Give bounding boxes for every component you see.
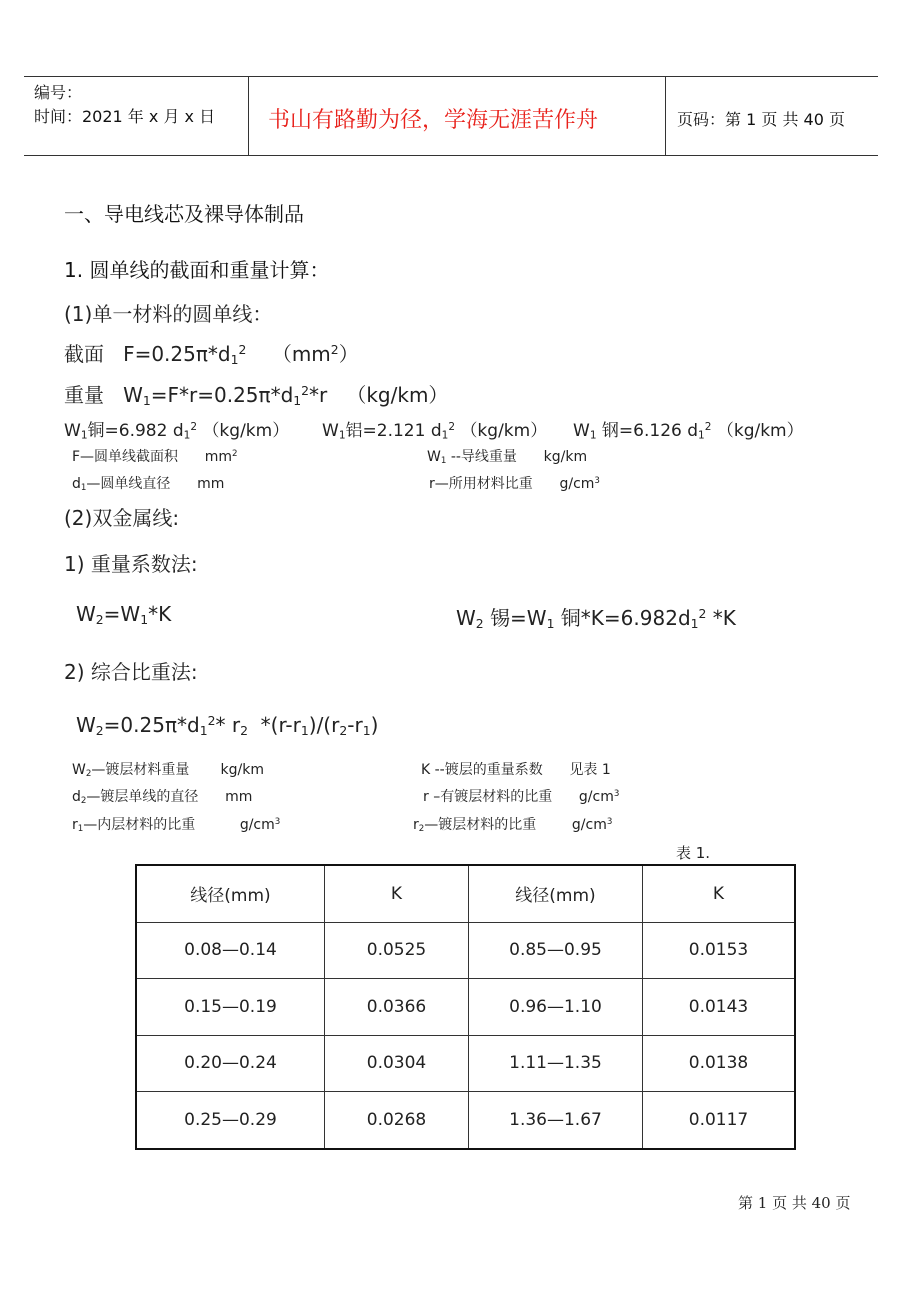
subsection-title: 1. 圆单线的截面和重量计算： [64, 258, 330, 282]
table-cell: 1.36—1.67 [469, 1092, 643, 1149]
table-header-cell: 线径(mm) [469, 865, 643, 922]
table-row [136, 922, 795, 979]
table-cell: 0.0117 [643, 1092, 796, 1149]
legend-density: r—所用材料比重 $g/cm^3$ [429, 476, 600, 492]
w2-formula-left: $W_2=W_1*K$ [76, 602, 172, 628]
table-caption: 表 1. [676, 844, 711, 862]
table-row [136, 979, 795, 1036]
case-1-heading: (1)单一材料的圆单线： [64, 302, 273, 326]
header-number-label: 编号： [34, 83, 83, 102]
table-cell: 0.0143 [643, 979, 796, 1036]
table-cell: 0.0304 [325, 1035, 469, 1092]
table-cell: 0.0153 [643, 922, 796, 979]
table-cell: 0.15—0.19 [136, 979, 325, 1036]
header-page-info: 页码：第 1 页 共 40 页 [677, 110, 845, 129]
header-time-label: 时间：2021 年 x 月 x 日 [34, 107, 216, 126]
table-cell: 0.08—0.14 [136, 922, 325, 979]
weight-unit: （kg/km） [346, 383, 449, 407]
method-1-heading: 1) 重量系数法: [64, 552, 198, 576]
k-coefficient-table [135, 864, 796, 1150]
legend-diameter: $d_1—$圆单线直径 mm [72, 476, 225, 494]
table-cell: 0.20—0.24 [136, 1035, 325, 1092]
table-row [136, 1092, 795, 1149]
steel-weight-formula: $W_1$ 钢=6.126 $d_1^2$ （kg/km） [573, 421, 804, 442]
footer-page-number: 第 1 页 共 40 页 [738, 1194, 851, 1212]
table-header-cell: K [325, 865, 469, 922]
table-cell: 0.96—1.10 [469, 979, 643, 1036]
w2-composite-formula: $W_2=0.25\pi*d_1^2*$ $r_2$ $*(r-r_1)/(r_2-r_1)$ [76, 713, 379, 739]
table-row [136, 1035, 795, 1092]
table-cell: 0.0366 [325, 979, 469, 1036]
legend2-coated-diameter: $d_2—$镀层单线的直径 mm [72, 789, 253, 807]
area-label: 截面 [64, 342, 104, 366]
section-title: 一、导电线芯及裸导体制品 [64, 202, 304, 226]
legend2-coated-density: r –有镀层材料的比重 $g/cm^3$ [423, 789, 620, 805]
table-cell: 0.0268 [325, 1092, 469, 1149]
legend2-inner-density: $r_1—$内层材料的比重 $g/cm^3$ [72, 817, 281, 835]
copper-weight-formula: $W_1$铜=6.982 $d_1^2$ （kg/km） [64, 421, 290, 442]
table-cell: 0.0525 [325, 922, 469, 979]
area-formula: 截面 $F=0.25\pi*d_1^2$ $(mm^2)$ [64, 342, 359, 368]
table-header-cell: 线径(mm) [136, 865, 325, 922]
header-motto: 书山有路勤为径，学海无涯苦作舟 [268, 108, 599, 133]
legend-area: F—圆单线截面积 $mm^2$ [72, 449, 238, 465]
table-header-cell: K [643, 865, 796, 922]
header-divider-right [665, 76, 666, 156]
header-top-rule [24, 76, 878, 77]
legend-wire-weight: $W_1$ --导线重量 kg/km [427, 449, 588, 467]
weight-label: 重量 [64, 383, 104, 407]
header-divider-left [248, 76, 249, 156]
case-2-heading: (2)双金属线: [64, 506, 180, 530]
table-cell: 0.85—0.95 [469, 922, 643, 979]
table-cell: 1.11—1.35 [469, 1035, 643, 1092]
area-unit: （mm [271, 342, 331, 366]
weight-formula: 重量 $W_1=F*r=0.25\pi*d_1^2*r$ （kg/km） [64, 383, 449, 409]
legend2-weight-coefficient: K --镀层的重量系数 见表 1 [421, 762, 611, 778]
table-cell: 0.25—0.29 [136, 1092, 325, 1149]
legend2-coating-density: $r_2—$镀层材料的比重 $g/cm^3$ [413, 817, 613, 835]
table-cell: 0.0138 [643, 1035, 796, 1092]
header-bottom-rule [24, 155, 878, 156]
legend2-coating-weight: $W_2—$镀层材料重量 kg/km [72, 762, 264, 780]
table-header-row [136, 865, 795, 922]
w2-tin-formula: $W_2$ 锡$=W_1$ 铜$*K=6.982d_1^2$ *K [456, 606, 736, 632]
aluminum-weight-formula: $W_1$铝=2.121 $d_1^2$ （kg/km） [322, 421, 548, 442]
method-2-heading: 2) 综合比重法: [64, 660, 198, 684]
